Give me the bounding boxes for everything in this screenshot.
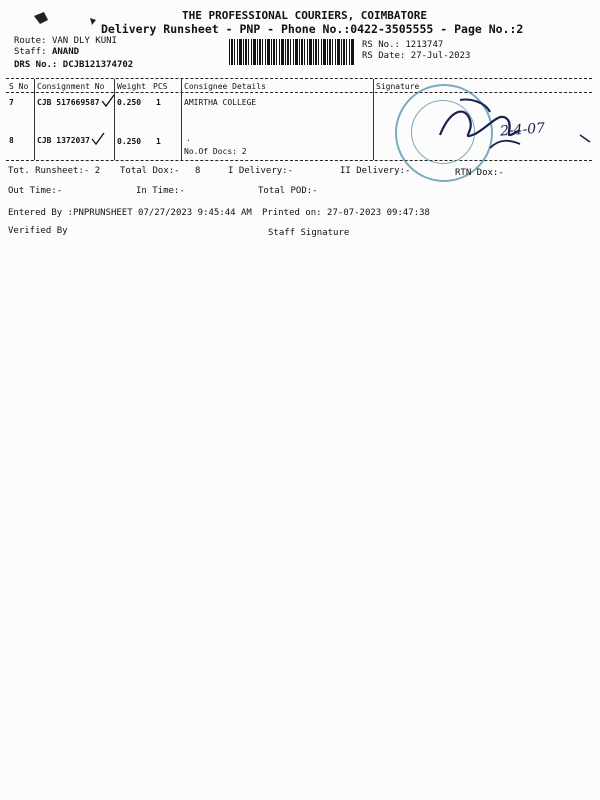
rs-no-label: RS No.: [362, 40, 400, 50]
staff-signature: Staff Signature [268, 228, 350, 238]
col-divider [114, 79, 115, 160]
company-name: THE PROFESSIONAL COURIERS, COIMBATORE [182, 9, 428, 22]
checkmark-icon [91, 132, 105, 146]
rs-date-label: RS Date: [362, 51, 406, 61]
rs-no-value: 1213747 [405, 40, 444, 50]
total-dox-label: Total Dox:- [120, 166, 180, 176]
handwritten-date: 2-4-07 [499, 120, 546, 140]
table-bottom-rule [6, 160, 592, 161]
total-pod: Total POD:- [258, 186, 318, 196]
tot-runsheet: Tot. Runsheet:- 2 [8, 166, 101, 176]
rs-date-value: 27-Jul-2023 [410, 51, 471, 61]
entered-by: Entered By :PNPRUNSHEET 07/27/2023 9:45:44 AM [8, 208, 252, 218]
staff-line [14, 47, 79, 57]
col-divider [181, 79, 182, 160]
checkmark-icon [101, 94, 115, 108]
row-docs-count: No.Of Docs: 2 [184, 147, 247, 156]
col-divider [373, 79, 374, 160]
verified-by: Verified By [8, 226, 68, 236]
row-sno: 7 [9, 98, 14, 107]
row-sno: 8 [9, 136, 14, 145]
drs-label: DRS No.: [14, 60, 58, 70]
row-consignment: CJB 517669587 [37, 98, 100, 107]
rtn-dox: RTN Dox:- [455, 168, 504, 178]
staff-value: ANAND [51, 47, 80, 57]
row-weight: 0.250 [117, 137, 142, 146]
scan-artifact-icon [30, 8, 110, 30]
drs-value: DCJB121374702 [62, 60, 134, 70]
row-pcs: 1 [156, 98, 161, 107]
table-top-rule [6, 78, 592, 79]
printed-on: Printed on: 27-07-2023 09:47:38 [262, 208, 430, 218]
total-dox-value: 8 [195, 166, 201, 176]
row-consignee: AMIRTHA COLLEGE [184, 98, 257, 107]
col-header-signature: Signature [376, 82, 420, 91]
col-header-consignment: Consignment No [37, 82, 105, 91]
out-time: Out Time:- [8, 186, 63, 196]
i-delivery: I Delivery:- [228, 166, 294, 176]
drs-line [14, 60, 133, 70]
row-consignee: . [186, 134, 191, 143]
col-header-weight: Weight [117, 82, 146, 91]
runsheet-title: Delivery Runsheet - PNP - Phone No.:0422-3505555 - Page No.:2 [101, 22, 524, 36]
col-header-pcs: PCS [153, 82, 168, 91]
row-consignment: CJB 1372037 [37, 136, 90, 145]
rs-no-line [362, 40, 443, 50]
barcode [229, 39, 355, 65]
route-label: Route: [14, 36, 47, 46]
row-weight: 0.250 [117, 98, 142, 107]
route-line [14, 36, 117, 46]
ii-delivery: II Delivery:- [340, 166, 411, 176]
staff-label: Staff: [14, 47, 47, 57]
row-pcs: 1 [156, 137, 161, 146]
col-divider [34, 79, 35, 160]
total-dox [120, 166, 200, 176]
col-header-sno: S No [9, 82, 29, 91]
route-value: VAN DLY KUNI [51, 36, 117, 46]
rs-date-line [362, 51, 470, 61]
in-time: In Time:- [136, 186, 185, 196]
col-header-consignee: Consignee Details [184, 82, 266, 91]
